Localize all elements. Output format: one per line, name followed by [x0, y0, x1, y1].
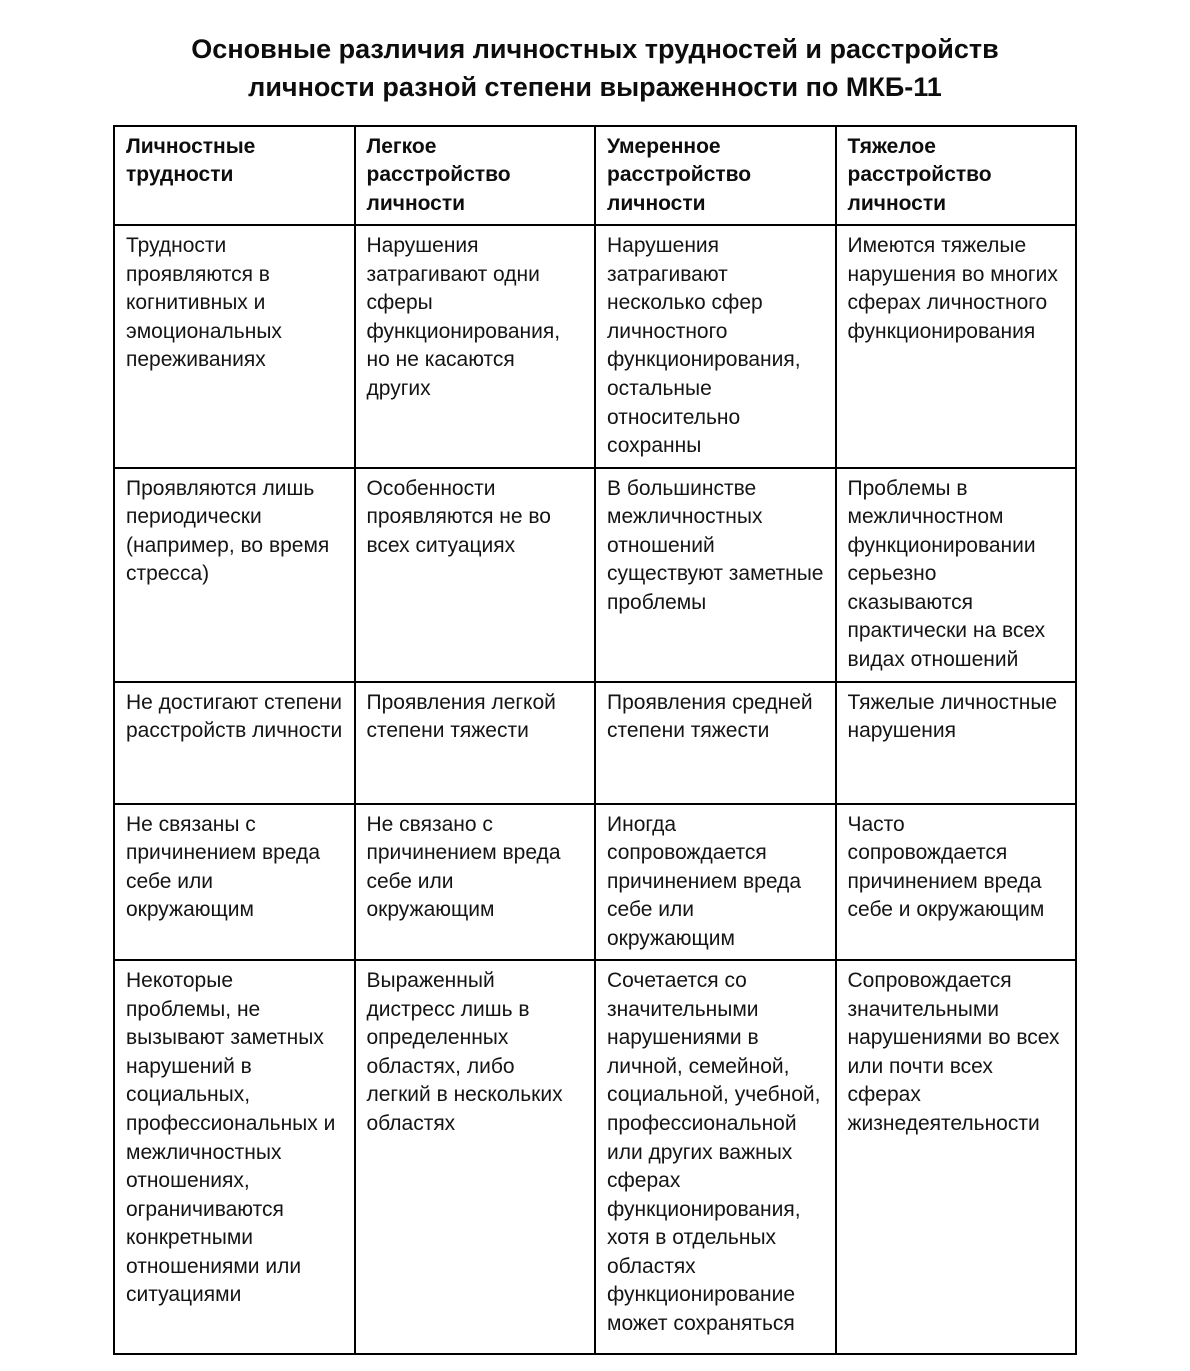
- table-row: [114, 682, 1076, 804]
- table-cell: Часто сопровождается причинением вреда себе и окружающим: [836, 804, 1077, 961]
- table-cell: Проявления легкой степени тяжести: [355, 682, 596, 804]
- table-cell: Проявления средней степени тяжести: [595, 682, 836, 804]
- table-row: [114, 468, 1076, 682]
- comparison-table: [113, 125, 1077, 1356]
- table-cell: Не связаны с причинением вреда себе или окружающим: [114, 804, 355, 961]
- table-cell: Проблемы в межличностном функционировании серьезно сказываются практически на всех видах отношений: [836, 468, 1077, 682]
- table-cell: Выраженный дистресс лишь в определенных областях, либо легкий в нескольких областях: [355, 960, 596, 1354]
- table-header-row: [114, 126, 1076, 226]
- table-cell: Некоторые проблемы, не вызывают заметных нарушений в социальных, профессиональных и межличностных отношениях, ограничиваются конкретными отношениями или ситуациями: [114, 960, 355, 1354]
- table-row: [114, 804, 1076, 961]
- table-cell: Не достигают степени расстройств личности: [114, 682, 355, 804]
- table-cell: Не связано с причинением вреда себе или окружающим: [355, 804, 596, 961]
- table-cell: Особенности проявляются не во всех ситуациях: [355, 468, 596, 682]
- table-cell: Тяжелые личностные нарушения: [836, 682, 1077, 804]
- table-cell: Трудности проявляются в когнитивных и эмоциональных переживаниях: [114, 225, 355, 467]
- table-cell: В большинстве межличностных отношений существуют заметные проблемы: [595, 468, 836, 682]
- table-cell: Нарушения затрагивают одни сферы функционирования, но не касаются других: [355, 225, 596, 467]
- table-row: [114, 960, 1076, 1354]
- table-row: [114, 225, 1076, 467]
- table-body: [114, 225, 1076, 1354]
- table-cell: Проявляются лишь периодически (например, во время стресса): [114, 468, 355, 682]
- table-cell: Имеются тяжелые нарушения во многих сферах личностного функционирования: [836, 225, 1077, 467]
- header-cell-personality-difficulties: Личностные трудности: [114, 126, 355, 226]
- header-cell-mild-disorder: Легкое расстройство личности: [355, 126, 596, 226]
- table-cell: Сочетается со значительными нарушениями в личной, семейной, социальной, учебной, профессиональной или других важных сферах функционирования, хотя в отдельных областях функционирование может сохраняться: [595, 960, 836, 1354]
- table-head: [114, 126, 1076, 226]
- header-cell-moderate-disorder: Умеренное расстройство личности: [595, 126, 836, 226]
- table-cell: Сопровождается значительными нарушениями во всех или почти всех сферах жизнедеятельности: [836, 960, 1077, 1354]
- page-title: Основные различия личностных трудностей и расстройств личности разной степени выраженности по МКБ-11: [191, 34, 999, 103]
- table-cell: Иногда сопровождается причинением вреда себе или окружающим: [595, 804, 836, 961]
- header-cell-severe-disorder: Тяжелое расстройство личности: [836, 126, 1077, 226]
- table-cell: Нарушения затрагивают несколько сфер личностного функционирования, остальные относительно сохранны: [595, 225, 836, 467]
